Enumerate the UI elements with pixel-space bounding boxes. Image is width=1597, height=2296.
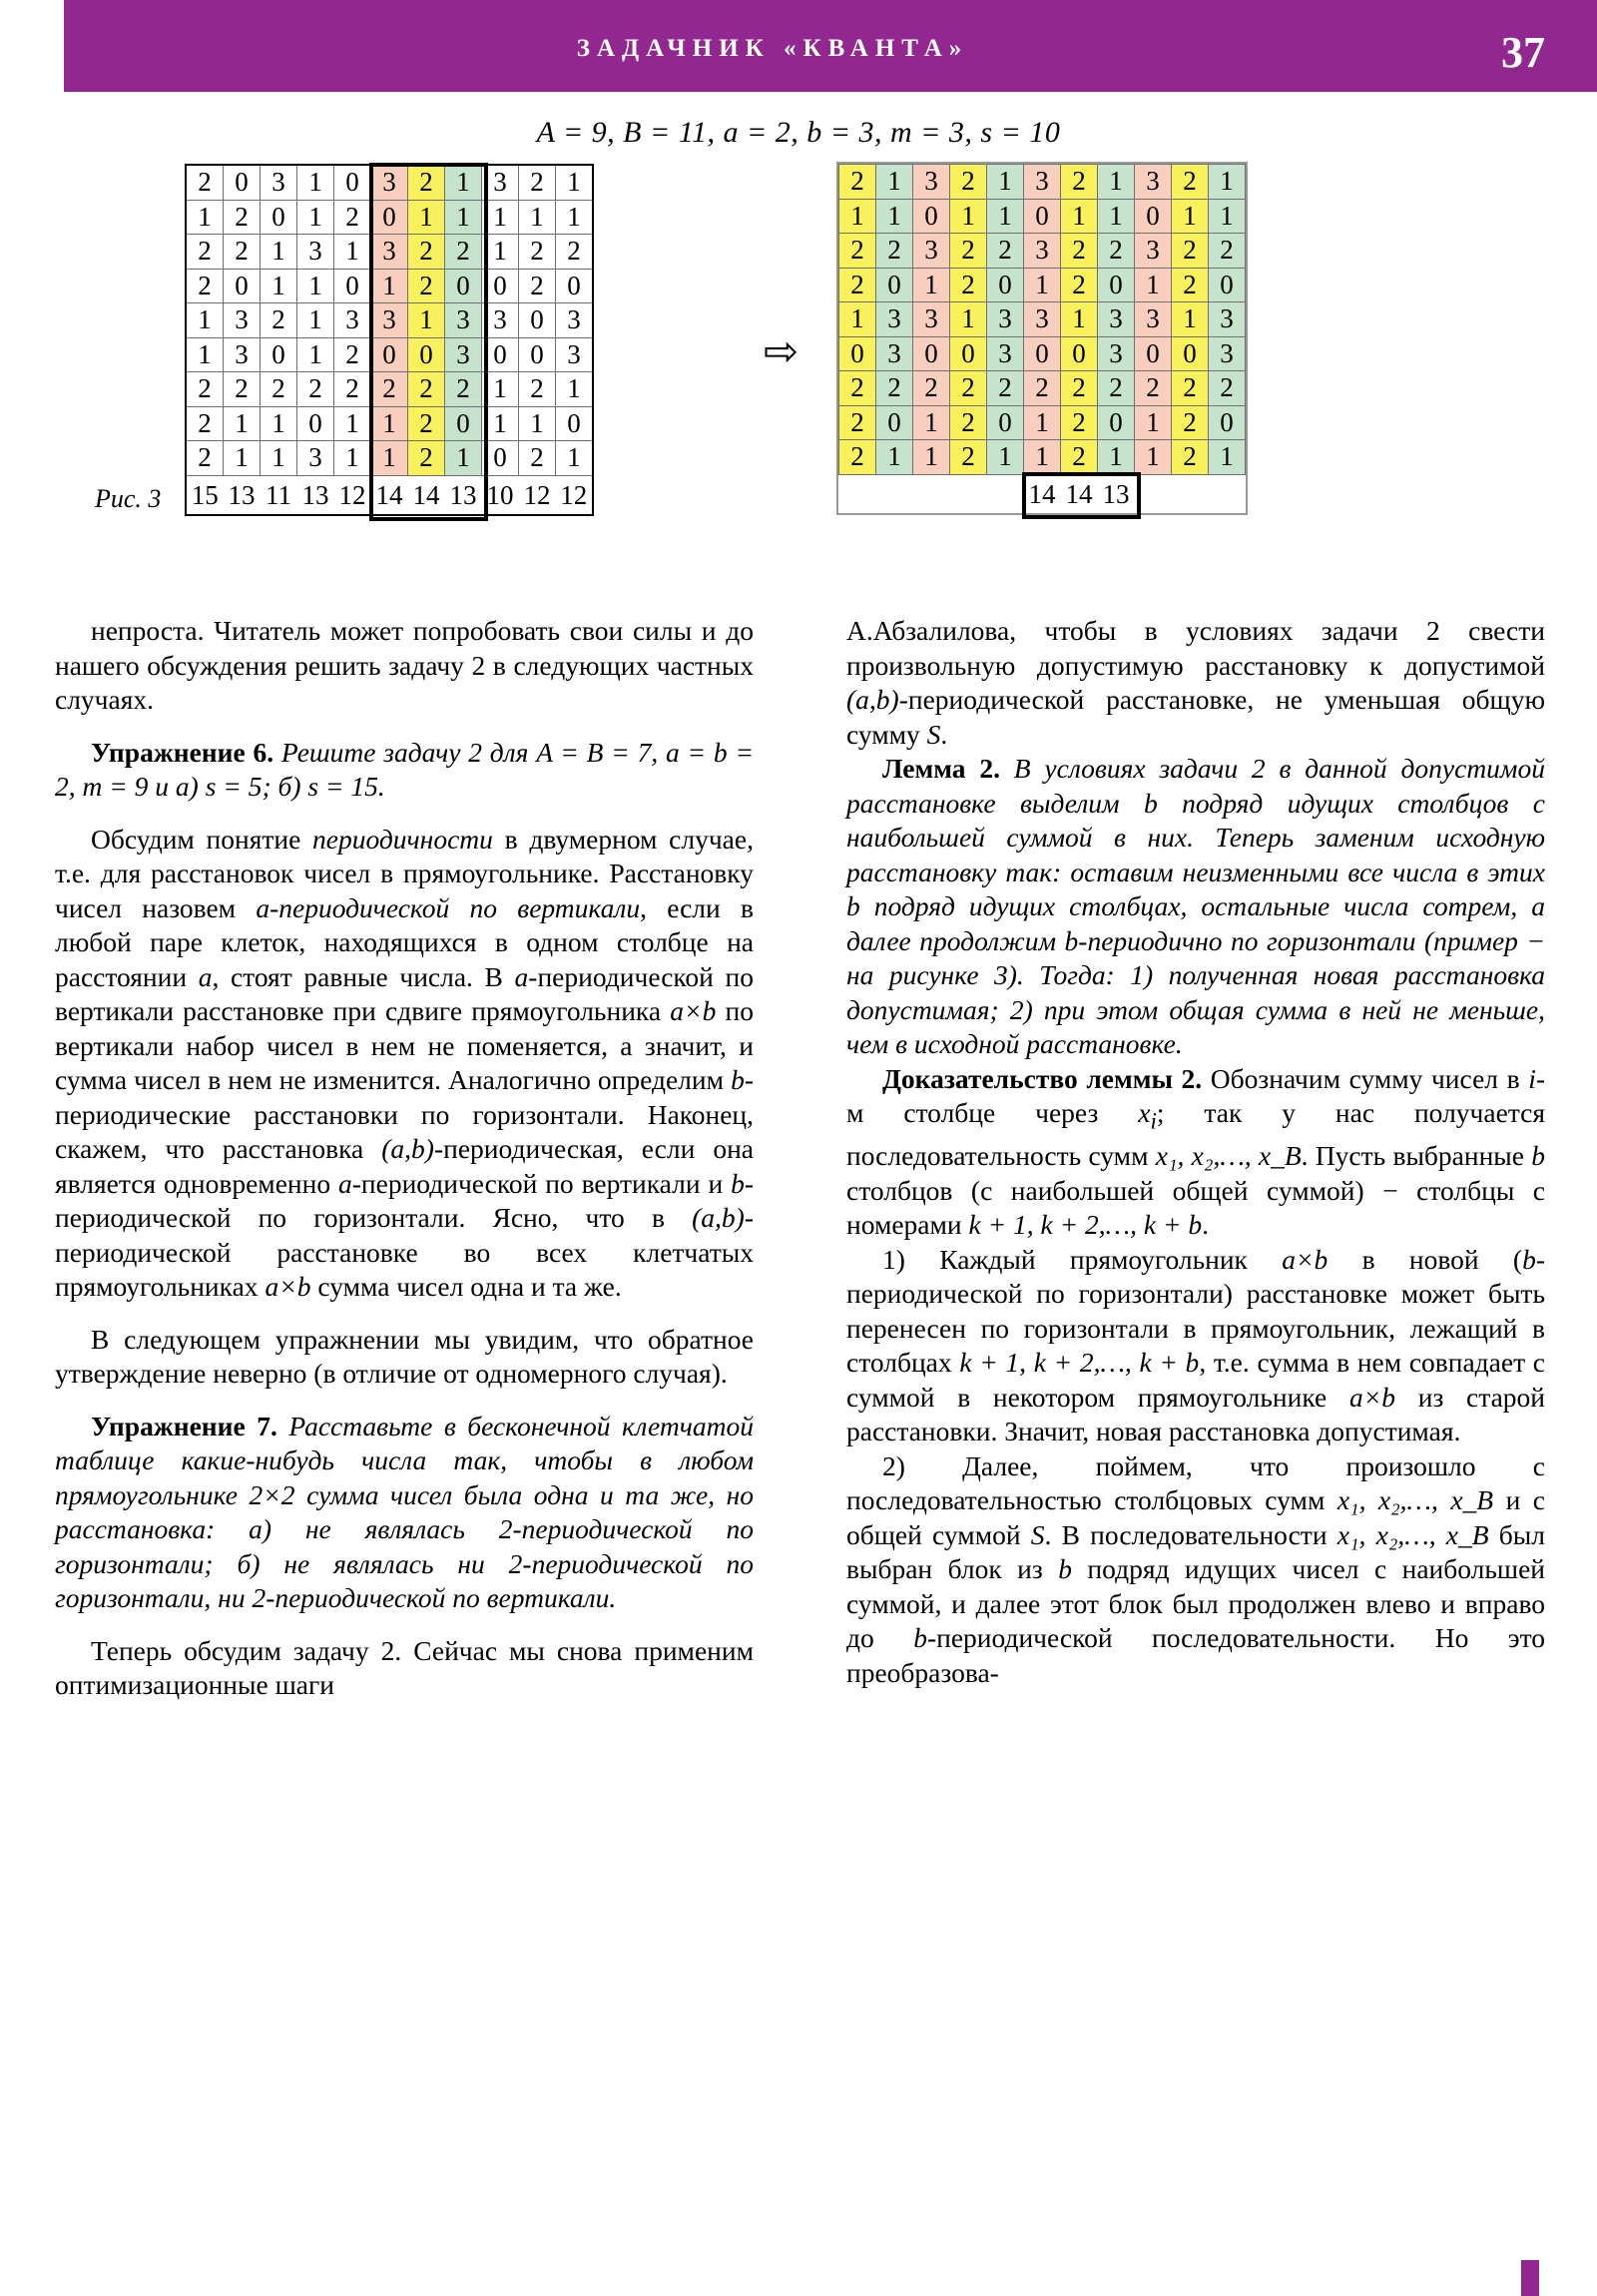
grid-cell: 3	[1209, 302, 1246, 337]
grid-cell: 1	[1135, 268, 1172, 302]
column-sum-cell: 15	[191, 479, 219, 510]
grid-cell: 2	[334, 200, 371, 235]
grid-cell: 2	[186, 441, 224, 476]
grid-cell: 1	[1209, 199, 1246, 234]
grid-cell: 2	[950, 234, 987, 269]
grid-cell: 1	[482, 406, 519, 441]
grid-cell: 2	[334, 337, 371, 372]
grid-cell: 3	[556, 337, 594, 372]
grid-cell: 1	[1135, 440, 1172, 475]
grid-cell: 2	[987, 371, 1024, 406]
grid-cell: 0	[876, 268, 913, 302]
grid-cell: 1	[408, 200, 445, 235]
column-sum-cell	[913, 474, 950, 513]
grid-cell: 2	[408, 372, 445, 407]
grid-cell: 0	[1024, 199, 1061, 234]
grid-cell: 2	[408, 269, 445, 303]
table-row	[186, 235, 593, 270]
page-number: 37	[1501, 27, 1545, 77]
grid-cell: 2	[839, 371, 876, 406]
grid-cell: 3	[1209, 336, 1246, 371]
exercise-6-text: Решите задачу 2 для A = B = 7, a = b = 2, m = 9 и а) s = 5; б) s = 15.	[55, 736, 755, 802]
grid-cell: 1	[987, 199, 1024, 234]
table-row	[839, 268, 1246, 302]
column-sum-cell: 14	[412, 479, 440, 510]
grid-cell: 0	[987, 405, 1024, 440]
table-row	[186, 372, 593, 407]
grid-cell: 2	[334, 372, 371, 407]
grid-cell: 1	[482, 200, 519, 235]
grid-cell: 1	[987, 165, 1024, 200]
exercise-7-label: Упражнение 7.	[91, 1410, 277, 1441]
grid-cell: 2	[445, 235, 482, 270]
column-sum-cell	[1135, 474, 1172, 513]
grid-cell: 2	[1061, 405, 1098, 440]
grid-cell: 1	[261, 269, 297, 303]
grid-cell: 3	[224, 337, 261, 372]
column-sum-cell: 14	[1028, 478, 1056, 509]
grid-cell: 3	[987, 302, 1024, 337]
grid-cell: 3	[445, 303, 482, 338]
grid-cell: 1	[1098, 199, 1135, 234]
grid-cell: 1	[556, 372, 594, 407]
proof-item-2: 2) Далее, поймем, что произошло с последовательностью столбцовых сумм x₁, x₂,…, x_B и с общей суммой S. В последовательности x₁, x₂,…, x_B был выбран блок из b подряд идущих чисел с наибольшей суммой, и далее этот блок был продолжен влево и вправо до b-периодической последовательности. Но это преобразова-	[846, 1449, 1545, 1688]
grid-cell: 1	[1024, 440, 1061, 475]
grid-cell: 3	[876, 302, 913, 337]
left-text-column	[55, 614, 754, 1703]
table-row	[839, 405, 1246, 440]
grid-cell: 2	[1061, 440, 1098, 475]
grid-cell: 3	[445, 337, 482, 372]
grid-cell: 1	[261, 235, 297, 270]
grid-cell: 2	[1172, 440, 1209, 475]
grid-cell: 3	[913, 165, 950, 200]
grid-cell: 2	[186, 406, 224, 441]
grid-cell: 2	[1172, 268, 1209, 302]
grid-cell: 3	[1135, 302, 1172, 337]
grid-cell: 1	[334, 406, 371, 441]
grid-cell: 2	[519, 165, 556, 200]
right-table-container	[838, 164, 1246, 513]
grid-cell: 3	[913, 302, 950, 337]
grid-cell: 2	[950, 371, 987, 406]
grid-cell: 3	[371, 235, 408, 270]
grid-cell: 1	[334, 235, 371, 270]
grid-cell: 1	[1209, 165, 1246, 200]
grid-cell: 2	[950, 268, 987, 302]
grid-cell: 0	[261, 337, 297, 372]
grid-cell: 2	[1172, 405, 1209, 440]
grid-cell: 1	[839, 199, 876, 234]
grid-cell: 1	[445, 200, 482, 235]
grid-cell: 0	[1098, 268, 1135, 302]
grid-cell: 1	[556, 200, 594, 235]
grid-cell: 1	[186, 200, 224, 235]
grid-cell: 3	[261, 165, 297, 200]
grid-cell: 2	[371, 372, 408, 407]
grid-cell: 1	[371, 269, 408, 303]
grid-cell: 3	[1024, 165, 1061, 200]
grid-cell: 2	[186, 269, 224, 303]
grid-cell: 2	[1098, 234, 1135, 269]
grid-cell: 0	[482, 441, 519, 476]
lemma-2-label: Лемма 2.	[882, 753, 1000, 784]
grid-cell: 2	[950, 165, 987, 200]
grid-cell: 1	[186, 303, 224, 338]
grid-cell: 2	[839, 268, 876, 302]
column-sum-cell: 12	[523, 479, 551, 510]
grid-cell: 1	[1172, 302, 1209, 337]
grid-cell: 1	[482, 372, 519, 407]
grid-cell: 0	[482, 269, 519, 303]
grid-cell: 1	[876, 199, 913, 234]
grid-cell: 2	[876, 234, 913, 269]
grid-cell: 2	[839, 440, 876, 475]
grid-cell: 1	[371, 441, 408, 476]
grid-cell: 0	[261, 200, 297, 235]
table-row	[186, 406, 593, 441]
grid-cell: 1	[519, 406, 556, 441]
proof-lemma-2: Доказательство леммы 2. Обозначим сумму чисел в i-м столбце через $x_i$; так у нас получается последовательность сумм x₁, x₂,…, x_B. Пусть выбранные b столбцов (с наибольшей общей суммой) − столбцы с номерами k + 1, k + 2,…, k + b.	[846, 1062, 1545, 1240]
grid-cell: 3	[297, 441, 334, 476]
grid-cell: 0	[519, 303, 556, 338]
grid-cell: 1	[556, 441, 594, 476]
table-row	[186, 269, 593, 303]
grid-cell: 1	[186, 337, 224, 372]
paragraph-task2-intro: Теперь обсудим задачу 2. Сейчас мы снова применим оптимизационные шаги	[55, 1634, 754, 1700]
grid-cell: 1	[1024, 405, 1061, 440]
grid-cell: 2	[950, 440, 987, 475]
grid-cell: 1	[224, 441, 261, 476]
table-row	[186, 303, 593, 338]
grid-cell: 0	[445, 269, 482, 303]
grid-cell: 2	[556, 235, 594, 270]
grid-cell: 0	[1209, 405, 1246, 440]
column-sum-cell: 13	[301, 479, 329, 510]
grid-cell: 1	[876, 165, 913, 200]
table-row	[839, 371, 1246, 406]
page-title: ЗАДАЧНИК «КВАНТА»	[576, 35, 969, 62]
grid-cell: 1	[482, 235, 519, 270]
grid-cell: 1	[950, 199, 987, 234]
grid-cell: 1	[297, 337, 334, 372]
grid-cell: 1	[261, 441, 297, 476]
grid-cell: 2	[839, 234, 876, 269]
grid-cell: 1	[445, 165, 482, 200]
grid-cell: 2	[1024, 371, 1061, 406]
grid-cell: 2	[408, 441, 445, 476]
grid-cell: 3	[1135, 234, 1172, 269]
lemma-2: Лемма 2. В условиях задачи 2 в данной допустимой расстановке выделим b подряд идущих столбцов с наибольшей суммой в них. Теперь заменим исходную расстановку так: оставим неизменными все числа в этих b подряд идущих столбцах, остальные числа сотрем, а далее продолжим b-периодично по горизонтали (пример − на рисунке 3). Тогда: 1) полученная новая расстановка допустимая; 2) при этом общая сумма в ней не меньше, чем в исходной расстановке.	[846, 753, 1545, 1059]
grid-cell: 0	[1024, 336, 1061, 371]
grid-cell: 1	[950, 302, 987, 337]
grid-cell: 2	[1172, 234, 1209, 269]
grid-cell: 3	[913, 234, 950, 269]
grid-cell: 3	[371, 303, 408, 338]
left-table-container	[185, 164, 594, 516]
grid-cell: 3	[334, 303, 371, 338]
table-row	[839, 199, 1246, 234]
column-sum-cell	[987, 474, 1024, 513]
grid-cell: 2	[408, 406, 445, 441]
grid-cell: 2	[950, 405, 987, 440]
grid-cell: 1	[556, 165, 594, 200]
grid-cell: 2	[876, 371, 913, 406]
grid-cell: 3	[556, 303, 594, 338]
grid-cell: 2	[408, 235, 445, 270]
grid-cell: 1	[297, 200, 334, 235]
grid-cell: 1	[1098, 440, 1135, 475]
grid-cell: 2	[1061, 234, 1098, 269]
grid-cell: 2	[186, 372, 224, 407]
grid-cell: 1	[297, 269, 334, 303]
grid-cell: 0	[371, 200, 408, 235]
grid-cell: 0	[1135, 199, 1172, 234]
grid-cell: 0	[224, 165, 261, 200]
grid-cell: 3	[482, 303, 519, 338]
grid-cell: 1	[913, 268, 950, 302]
column-sum-cell: 14	[1065, 478, 1093, 509]
grid-cell: 0	[371, 337, 408, 372]
grid-cell: 0	[987, 268, 1024, 302]
grid-cell: 3	[1098, 302, 1135, 337]
column-sum-cell: 12	[560, 479, 588, 510]
grid-cell: 1	[913, 405, 950, 440]
article-body	[0, 614, 1597, 2271]
grid-cell: 1	[987, 440, 1024, 475]
grid-cell: 3	[1024, 234, 1061, 269]
grid-cell: 2	[1098, 371, 1135, 406]
grid-cell: 3	[987, 336, 1024, 371]
grid-cell: 0	[556, 406, 594, 441]
grid-cell: 0	[408, 337, 445, 372]
figure-parameters-line: A = 9, B = 11, a = 2, b = 3, m = 3, s = 10	[536, 116, 1061, 149]
grid-cell: 2	[261, 372, 297, 407]
grid-cell: 0	[1209, 268, 1246, 302]
column-sums-row	[839, 474, 1246, 513]
grid-cell: 2	[1061, 268, 1098, 302]
grid-cell: 0	[519, 337, 556, 372]
grid-cell: 0	[839, 336, 876, 371]
grid-cell: 1	[1061, 302, 1098, 337]
grid-cell: 2	[261, 303, 297, 338]
table-row	[839, 302, 1246, 337]
grid-cell: 2	[519, 372, 556, 407]
grid-cell: 3	[371, 165, 408, 200]
grid-cell: 3	[482, 165, 519, 200]
grid-cell: 3	[1098, 336, 1135, 371]
paragraph-continuation	[55, 614, 754, 718]
figure-3	[0, 100, 1597, 599]
grid-cell: 2	[1209, 371, 1246, 406]
grid-cell: 0	[224, 269, 261, 303]
grid-cell: 1	[1135, 405, 1172, 440]
column-sum-cell	[876, 474, 913, 513]
header-banner	[64, 0, 1597, 92]
grid-cell: 1	[876, 440, 913, 475]
figure-tables-row	[0, 164, 1597, 563]
column-sum-cell	[839, 474, 876, 513]
grid-cell: 0	[1135, 336, 1172, 371]
grid-cell: 2	[519, 269, 556, 303]
grid-cell: 0	[482, 337, 519, 372]
grid-cell: 1	[1172, 199, 1209, 234]
column-sum-cell: 13	[449, 479, 477, 510]
grid-cell: 0	[556, 269, 594, 303]
grid-cell: 3	[876, 336, 913, 371]
grid-cell: 1	[297, 165, 334, 200]
grid-cell: 2	[297, 372, 334, 407]
grid-cell: 3	[1024, 302, 1061, 337]
grid-cell: 0	[1098, 405, 1135, 440]
column-sum-cell	[1172, 474, 1209, 513]
grid-cell: 2	[186, 235, 224, 270]
grid-cell: 2	[224, 372, 261, 407]
column-sum-cell: 13	[1102, 478, 1130, 509]
grid-cell: 0	[876, 405, 913, 440]
grid-cell: 2	[408, 165, 445, 200]
grid-cell: 1	[224, 406, 261, 441]
grid-cell: 0	[913, 199, 950, 234]
exercise-6	[55, 736, 754, 805]
grid-cell: 2	[839, 165, 876, 200]
bottom-purple-mark	[1521, 2260, 1539, 2296]
grid-cell: 1	[334, 441, 371, 476]
grid-cell: 0	[445, 406, 482, 441]
grid-cell: 2	[519, 441, 556, 476]
exercise-6-label: Упражнение 6.	[91, 736, 274, 768]
paragraph-periodicity: Обсудим понятие периодичности в двумерном случае, т.е. для расстановок чисел в прямоугольнике. Расстановку чисел назовем a-периодической по вертикали, если в любой паре клеток, находящихся в одном столбце на расстоянии a, стоят равные числа. В a-периодической по вертикали расстановке при сдвиге прямоугольника a×b по вертикали набор чисел в нем не поменяется, а значит, и сумма чисел в нем не изменится. Аналогично определим b-периодические расстановки по горизонтали. Наконец, скажем, что расстановка (a,b)-периодическая, если она является одновременно a-периодической по вертикали и b-периодической по горизонтали. Ясно, что в (a,b)-периодической расстановке во всех клетчатых прямоугольниках a×b сумма чисел одна и та же.	[55, 823, 754, 1302]
grid-cell: 1	[1098, 165, 1135, 200]
column-sums-row	[186, 475, 593, 515]
grid-cell: 2	[1135, 371, 1172, 406]
table-row	[839, 336, 1246, 371]
table-row	[839, 234, 1246, 269]
paragraph-text: непроста. Читатель может попробовать свои силы и до нашего обсуждения решить задачу 2 в следующих частных случаях.	[55, 615, 754, 715]
table-row	[186, 165, 593, 200]
grid-cell: 1	[408, 303, 445, 338]
header-left-white-edge	[0, 0, 64, 92]
table-row	[839, 440, 1246, 475]
table-row	[186, 441, 593, 476]
exercise-7	[55, 1410, 754, 1616]
figure-caption: Рис. 3	[95, 484, 162, 513]
grid-cell: 3	[1135, 165, 1172, 200]
exercise-7-text: Расставьте в бесконечной клетчатой таблице какие-нибудь числа так, чтобы в любом прямоугольнике 2×2 сумма чисел была одна и та же, но расстановка: а) не являлась 2-периодической по горизонтали; б) не являлась ни 2-периодической по горизонтали, ни 2-периодической по вертикали.	[55, 1410, 754, 1613]
column-sum-cell: 14	[375, 479, 403, 510]
original-arrangement-table	[185, 164, 594, 516]
grid-cell: 2	[987, 234, 1024, 269]
grid-cell: 2	[224, 200, 261, 235]
grid-cell: 1	[261, 406, 297, 441]
table-row	[186, 200, 593, 235]
grid-cell: 0	[334, 165, 371, 200]
grid-cell: 2	[1172, 165, 1209, 200]
grid-cell: 1	[1209, 440, 1246, 475]
grid-cell: 1	[1024, 268, 1061, 302]
column-sum-cell: 13	[228, 479, 256, 510]
column-sum-cell	[1209, 474, 1246, 513]
grid-cell: 0	[1061, 336, 1098, 371]
paragraph-converse: В следующем упражнении мы увидим, что обратное утверждение неверно (в отличие от одномерного случая).	[55, 1323, 754, 1389]
grid-cell: 1	[519, 200, 556, 235]
proof-item-1: 1) Каждый прямоугольник a×b в новой (b-периодической по горизонтали) расстановке может быть перенесен по горизонтали в прямоугольник, лежащий в столбцах k + 1, k + 2,…, k + b, т.е. сумма в нем совпадает с суммой в некотором прямоугольнике a×b из старой расстановки. Значит, новая расстановка допустимая.	[846, 1243, 1546, 1446]
periodic-arrangement-table	[838, 164, 1246, 513]
column-sum-cell: 10	[486, 479, 514, 510]
grid-cell: 0	[1172, 336, 1209, 371]
right-text-column	[846, 614, 1545, 1690]
grid-cell: 3	[224, 303, 261, 338]
grid-cell: 0	[297, 406, 334, 441]
grid-cell: 1	[445, 441, 482, 476]
grid-cell: 2	[839, 405, 876, 440]
grid-cell: 0	[950, 336, 987, 371]
grid-cell: 2	[1172, 371, 1209, 406]
grid-cell: 2	[913, 371, 950, 406]
grid-cell: 1	[839, 302, 876, 337]
grid-cell: 1	[371, 406, 408, 441]
column-sum-cell	[950, 474, 987, 513]
grid-cell: 2	[186, 165, 224, 200]
grid-cell: 2	[519, 235, 556, 270]
grid-cell: 3	[297, 235, 334, 270]
column-sum-cell: 11	[266, 479, 291, 510]
right-arrow-icon: ⇨	[764, 329, 799, 375]
grid-cell: 0	[913, 336, 950, 371]
grid-cell: 1	[297, 303, 334, 338]
proof-label: Доказательство леммы 2.	[882, 1062, 1203, 1094]
paragraph-abzalilov: А.Абзалилова, чтобы в условиях задачи 2 свести произвольную допустимую расстановку к допустимой (a,b)-периодической расстановке, не уменьшая общую сумму S.	[846, 615, 1545, 750]
table-row	[839, 165, 1246, 200]
grid-cell: 0	[334, 269, 371, 303]
grid-cell: 2	[445, 372, 482, 407]
grid-cell: 1	[913, 440, 950, 475]
table-row	[186, 337, 593, 372]
grid-cell: 1	[1061, 199, 1098, 234]
grid-cell: 2	[224, 235, 261, 270]
column-sum-cell: 12	[338, 479, 366, 510]
grid-cell: 2	[1061, 371, 1098, 406]
grid-cell: 2	[1061, 165, 1098, 200]
grid-cell: 2	[1209, 234, 1246, 269]
